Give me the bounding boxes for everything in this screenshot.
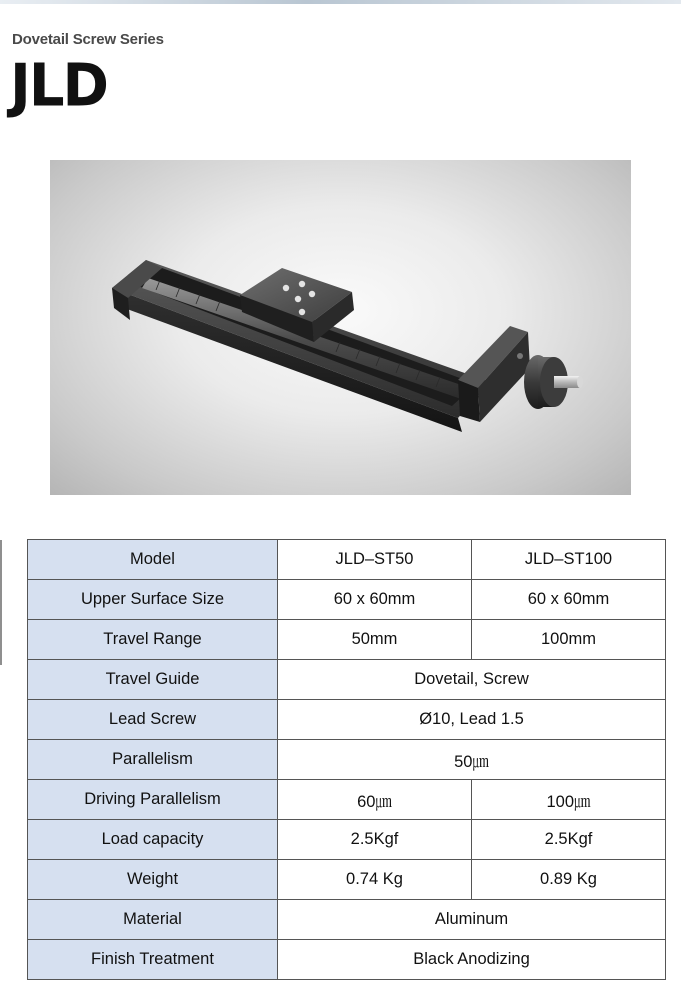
top-divider <box>0 0 681 4</box>
row-label: Weight <box>28 860 278 900</box>
row-label: Travel Range <box>28 620 278 660</box>
cell-merged: Ø10, Lead 1.5 <box>278 700 666 740</box>
cell-merged: Black Anodizing <box>278 940 666 980</box>
cell-st50: 0.74 Kg <box>278 860 472 900</box>
row-label: Model <box>28 540 278 580</box>
row-label: Parallelism <box>28 740 278 780</box>
row-label: Material <box>28 900 278 940</box>
spec-table <box>27 539 666 980</box>
cell-st50: 2.5Kgf <box>278 820 472 860</box>
linear-stage-image <box>50 160 631 495</box>
cell-st100: 2.5Kgf <box>472 820 666 860</box>
cell-st100: 0.89 Kg <box>472 860 666 900</box>
cell-st100: 60 x 60mm <box>472 580 666 620</box>
cell-st50: 60 x 60mm <box>278 580 472 620</box>
table-row <box>28 820 666 860</box>
row-label: Finish Treatment <box>28 940 278 980</box>
cell-st50: 60㎛ <box>278 780 472 820</box>
table-row <box>28 780 666 820</box>
page-title: JLD <box>10 52 108 121</box>
cell-st100: 100㎛ <box>472 780 666 820</box>
row-label: Travel Guide <box>28 660 278 700</box>
table-row <box>28 660 666 700</box>
product-photo <box>50 160 631 495</box>
page-edge-mark <box>0 540 2 665</box>
table-row <box>28 860 666 900</box>
row-label: Lead Screw <box>28 700 278 740</box>
table-row-header <box>28 540 666 580</box>
cell-merged: Aluminum <box>278 900 666 940</box>
model-st50: JLD–ST50 <box>278 540 472 580</box>
cell-st100: 100mm <box>472 620 666 660</box>
cell-st50: 50mm <box>278 620 472 660</box>
model-st100: JLD–ST100 <box>472 540 666 580</box>
row-label: Driving Parallelism <box>28 780 278 820</box>
series-subtitle: Dovetail Screw Series <box>12 31 164 48</box>
cell-merged: Dovetail, Screw <box>278 660 666 700</box>
table-row <box>28 900 666 940</box>
table-row <box>28 620 666 660</box>
table-row <box>28 700 666 740</box>
table-row <box>28 940 666 980</box>
row-label: Upper Surface Size <box>28 580 278 620</box>
table-row <box>28 580 666 620</box>
row-label: Load capacity <box>28 820 278 860</box>
cell-merged: 50㎛ <box>278 740 666 780</box>
table-row <box>28 740 666 780</box>
